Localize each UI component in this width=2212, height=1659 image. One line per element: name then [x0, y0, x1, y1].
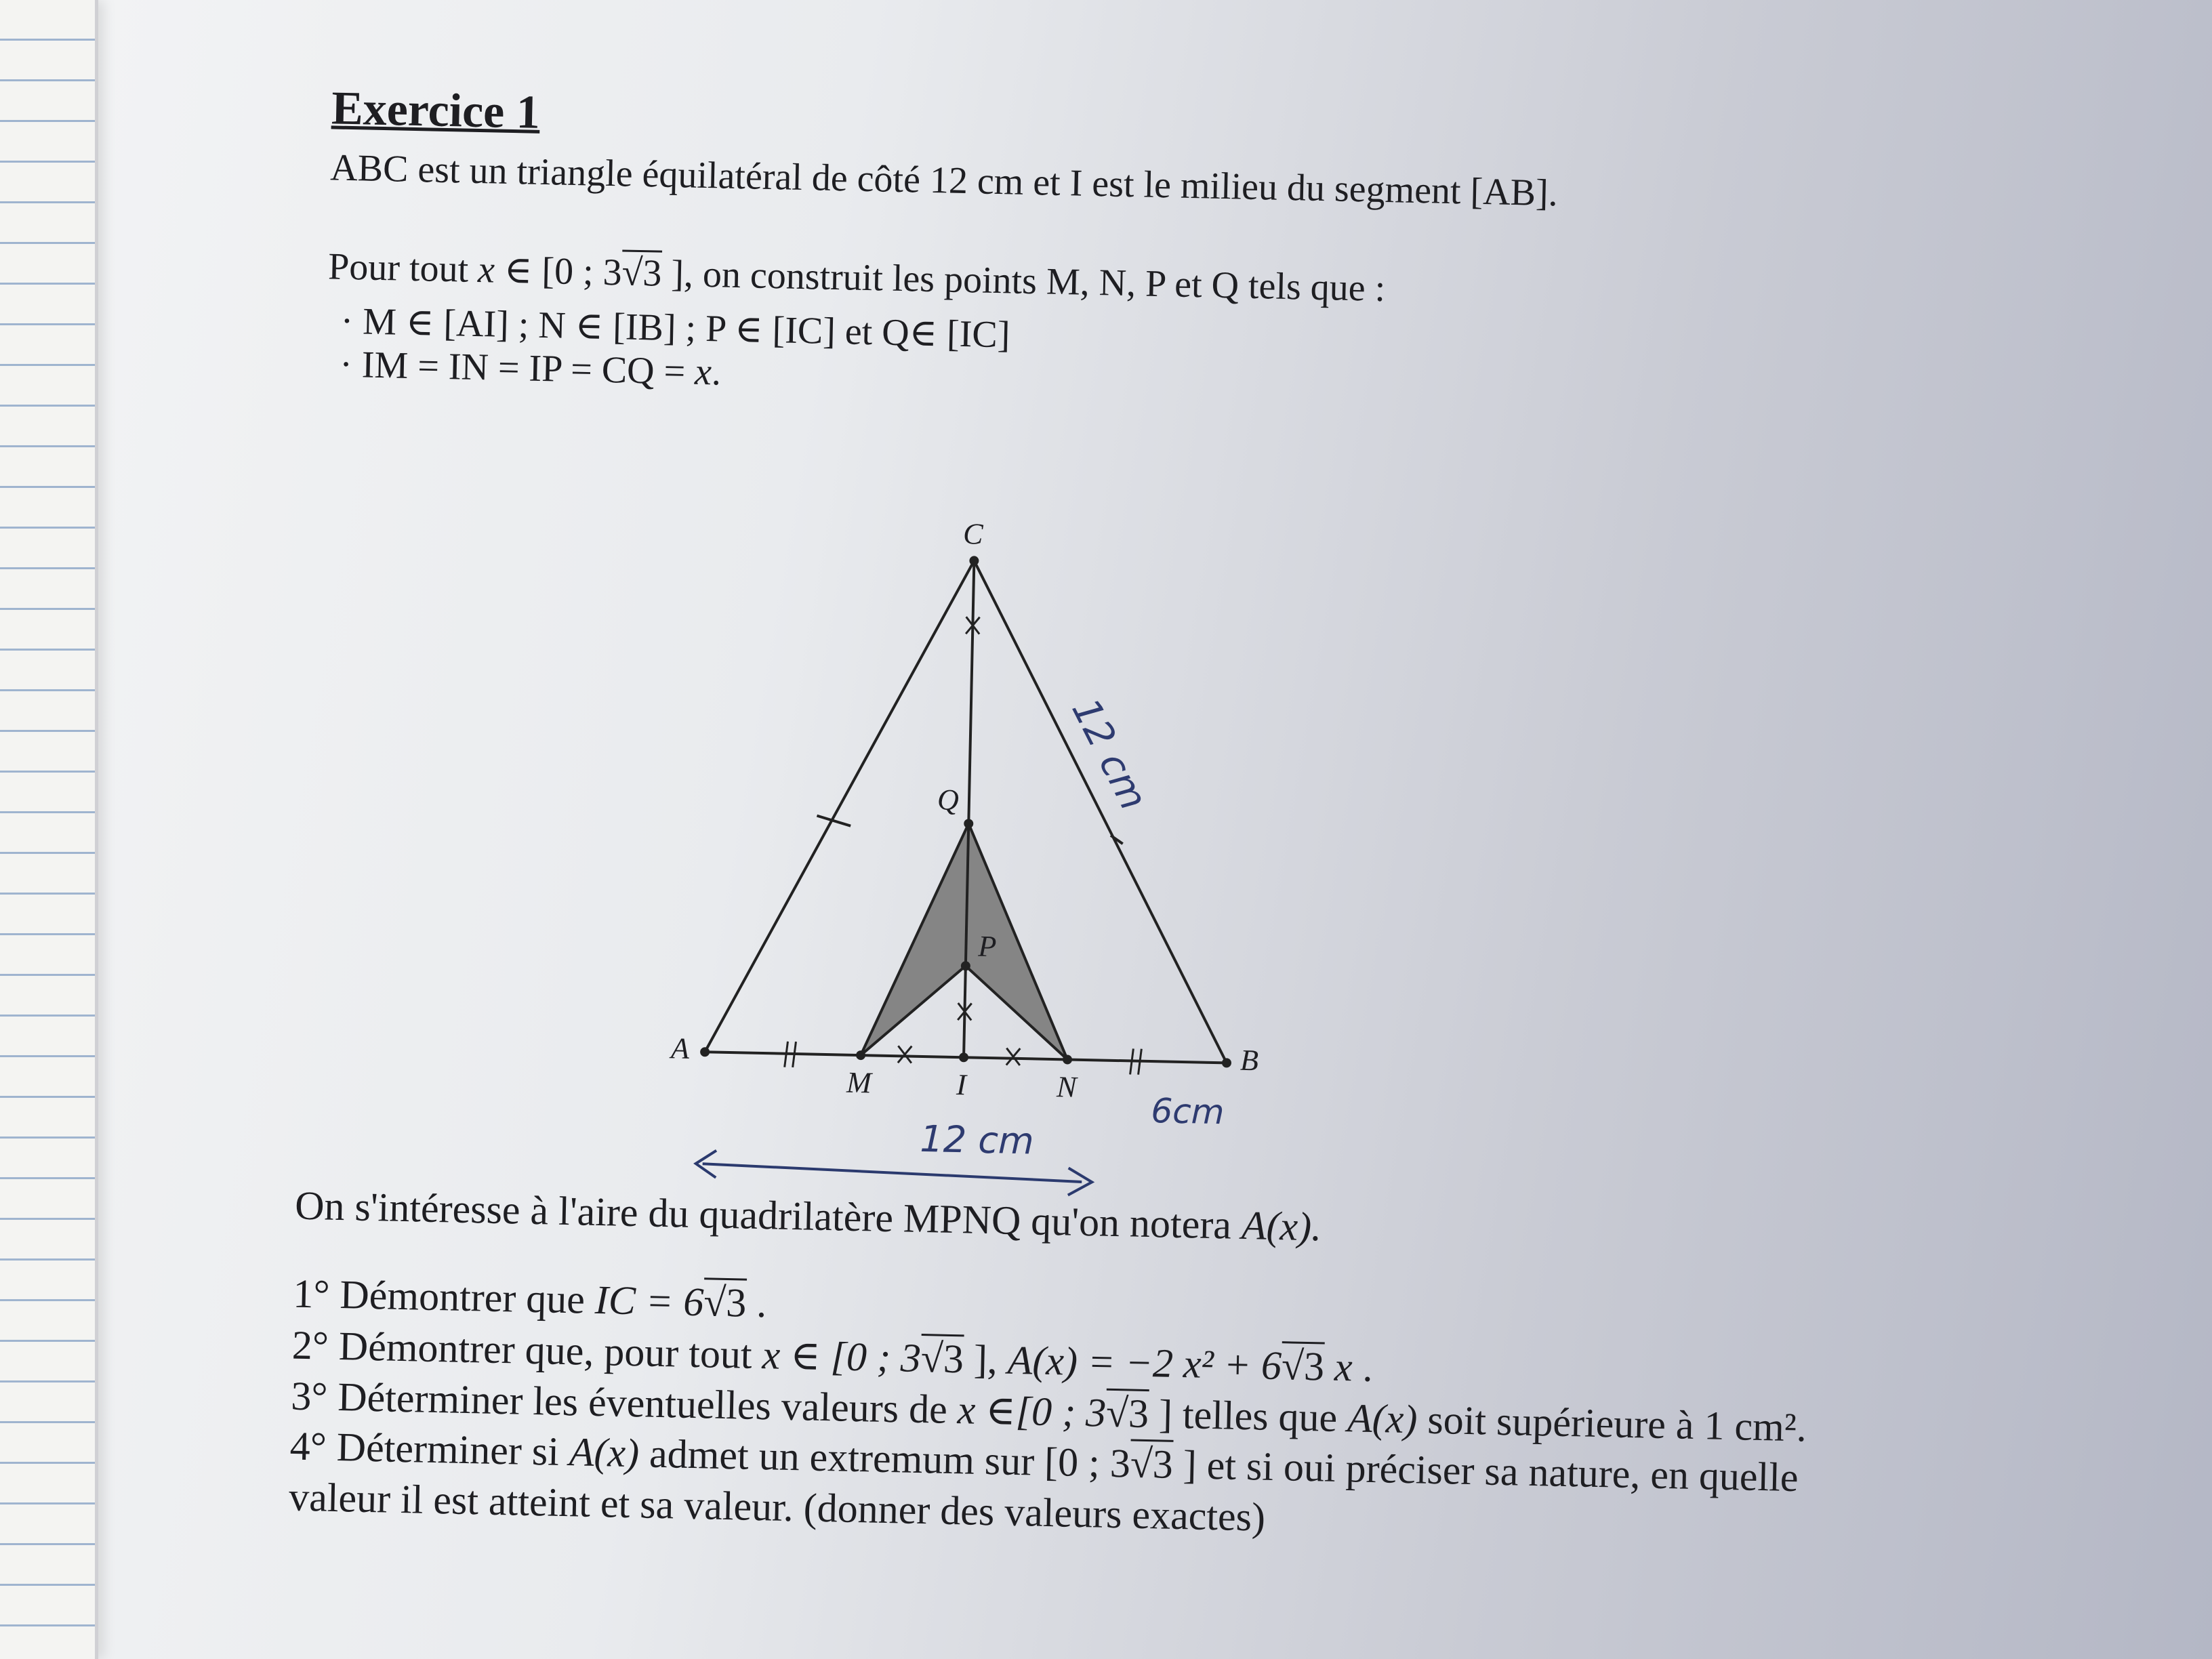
cross-mark-IN: [1006, 1048, 1021, 1065]
question-4-math: A(x): [569, 1429, 640, 1476]
question-2-formula-var: x: [1334, 1344, 1353, 1390]
domain-in: ∈ [0 ; 3: [504, 249, 623, 294]
domain-prefix: Pour tout: [327, 245, 469, 291]
triangle-figure: [670, 496, 1394, 1188]
membership-text: M ∈ [AI] ; N ∈ [IB] ; P ∈ [IC] et Q∈ [IC]: [362, 300, 1011, 356]
area-notation: A(x).: [1241, 1202, 1322, 1250]
domain-sqrt: √3: [621, 251, 663, 295]
label-M: M: [846, 1065, 872, 1100]
question-4-text-c: ] et si oui préciser sa nature, en quelle: [1183, 1442, 1799, 1500]
point-Q: [964, 819, 973, 828]
label-C: C: [962, 517, 984, 551]
question-4-sqrt: √3: [1130, 1441, 1174, 1487]
exercise-page: [287, 81, 2013, 1641]
question-2-text: Démontrer que, pour tout: [338, 1324, 753, 1377]
question-3-end: soit supérieure à 1 cm².: [1427, 1397, 1807, 1450]
area-intro: [295, 1183, 1322, 1251]
question-2-number: 2°: [291, 1322, 329, 1368]
question-4-text-b: admet un extremum sur [0 ; 3: [649, 1431, 1131, 1486]
exercise-intro: ABC est un triangle équilatéral de côté 12 cm et I est le milieu du segment [AB].: [329, 146, 1559, 215]
question-3-domain: x ∈[0 ; 3: [957, 1387, 1107, 1435]
label-A: A: [670, 1031, 690, 1065]
question-2-formula: A(x) = −2 x² + 6: [1007, 1337, 1282, 1389]
point-I: [959, 1052, 968, 1062]
label-B: B: [1240, 1043, 1259, 1078]
question-4-continuation: valeur il est atteint et sa valeur. (donner des valeurs exactes): [288, 1474, 1266, 1540]
question-3-text: Déterminer les éventuelles valeurs de: [337, 1374, 948, 1432]
cross-mark-MI: [898, 1046, 912, 1063]
equal-lengths-var: x: [694, 350, 712, 394]
domain-line: [328, 244, 1386, 310]
segment-IC: [964, 560, 974, 1057]
handwritten-base-length: 12 cm: [919, 1117, 1035, 1163]
handwritten-half-base: 6cm: [1150, 1091, 1225, 1132]
question-3-sqrt: √3: [1105, 1390, 1149, 1437]
question-1-number: 1°: [292, 1271, 331, 1317]
handwritten-side-length: 12 cm: [1063, 691, 1156, 817]
question-1: [293, 1271, 767, 1328]
area-intro-text: On s'intéresse à l'aire du quadrilatère MPNQ qu'on notera: [294, 1183, 1232, 1248]
label-I: I: [956, 1068, 967, 1102]
question-4-text-a: Déterminer si: [336, 1425, 560, 1474]
question-2-domain: x ∈ [0 ; 3: [761, 1332, 922, 1381]
question-1-text: Démontrer que: [339, 1272, 586, 1322]
question-1-end: .: [756, 1280, 768, 1326]
question-3-math: A(x): [1347, 1395, 1418, 1442]
label-N: N: [1056, 1070, 1078, 1104]
bullet-dot: ·: [340, 300, 354, 343]
point-B: [1222, 1058, 1231, 1067]
question-2-end: .: [1361, 1345, 1374, 1390]
question-2-sqrt: √3: [920, 1336, 964, 1382]
equal-lengths-text: IM = IN = IP = CQ =: [361, 344, 695, 393]
question-2-formula-sqrt: √3: [1281, 1343, 1325, 1389]
question-1-math: IC = 6: [594, 1277, 705, 1325]
label-P: P: [977, 929, 997, 964]
question-2-close: ],: [973, 1336, 998, 1382]
question-3-number: 3°: [290, 1373, 329, 1419]
domain-suffix: ], on construit les points M, N, P et Q tels que :: [670, 252, 1386, 310]
question-1-sqrt: √3: [703, 1279, 747, 1326]
bullet-dot: ·: [339, 343, 353, 386]
exercise-title: Exercice 1: [331, 82, 541, 139]
equal-lengths-end: .: [711, 351, 722, 394]
domain-var: x: [477, 248, 495, 291]
question-3-close: ] telles que: [1158, 1391, 1338, 1440]
question-4-number: 4°: [289, 1423, 327, 1469]
label-Q: Q: [937, 783, 960, 817]
condition-equal-lengths: [340, 343, 722, 394]
